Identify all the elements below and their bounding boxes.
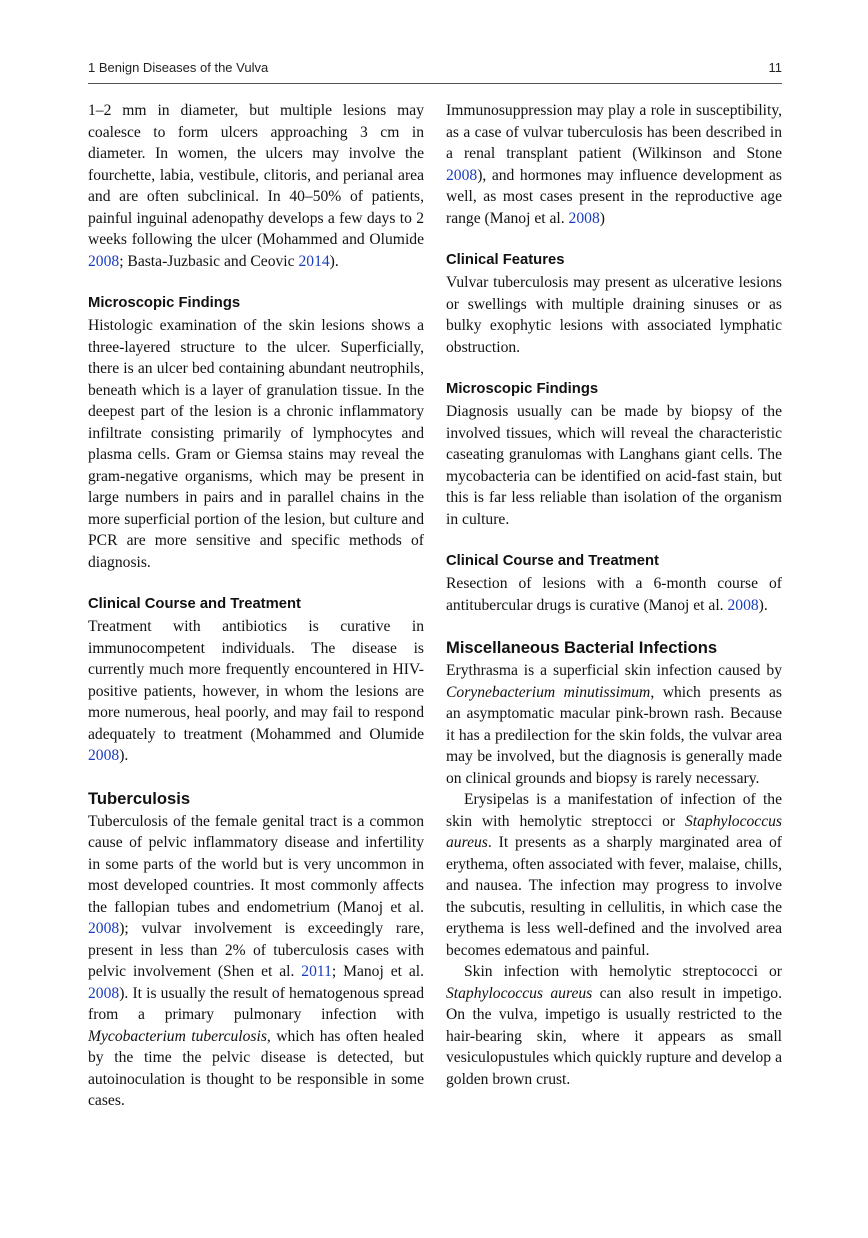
section-heading: Miscellaneous Bacterial Infections <box>446 638 718 657</box>
citation-link[interactable]: 2014 <box>298 252 330 270</box>
chapter-title: 1 Benign Diseases of the Vulva <box>88 60 269 75</box>
citation-link[interactable]: 2008 <box>88 747 120 764</box>
paragraph: Resection of lesions with a 6-month course of antitubercular drugs is curative (Manoj et al. 2008). <box>446 575 782 614</box>
paragraph: Tuberculosis of the female genital tract is a common cause of pelvic inflammatory disease and infertility in some parts of the world but is very uncommon in most developed countries. It most commonly affects the fallopian tubes and endometrium (Manoj et al. 2008); vulvar involvement is exceedingly rare, present in less than 2% of tuberculosis cases with pelvic involvement (Shen et al. 2011; Manoj et al. 2008). It is usually the result of hematogenous spread from a primary pulmonary infection with Mycobacterium tuberculosis, which has often healed by the time the pelvic disease is detected, but autoinoculation is thought to be responsible in some cases. <box>88 812 424 1109</box>
page-number: 11 <box>768 60 782 75</box>
paragraph: Erysipelas is a manifestation of infection of the skin with hemolytic streptocci or Staphylococcus aureus. It presents as a sharply marginated area of erythema, often associated with fever, malaise, chills, and nausea. The infection may progress to involve the subcutis, resulting in cellulitis, in which case the erythema is less well-defined and the involved area becomes edematous and painful. <box>446 791 782 959</box>
section-heading: Microscopic Findings <box>88 295 241 311</box>
section-heading: Clinical Course and Treatment <box>446 553 659 569</box>
citation-link[interactable]: 2008 <box>88 252 120 270</box>
paragraph: Skin infection with hemolytic streptococci or Staphylococcus aureus can also result in impetigo. On the vulva, impetigo is usually restricted to the hair-bearing skin, where it appears as small vesiculopustules which quickly rupture and develop a golden brown crust. <box>446 963 782 1088</box>
citation-link[interactable]: 2008 <box>446 166 478 184</box>
paragraph: Treatment with antibiotics is curative in immunocompetent individuals. The disease is currently much more frequently encountered in HIV-positive patients, however, in whom the lesions are more numerous, heal poorly, and may fail to respond adequately to treatment (Mohammed and Olumide 2008). <box>88 618 424 764</box>
paragraph: Histologic examination of the skin lesions shows a three-layered structure to the ulcer. Superficially, there is an ulcer bed containing abundant neutrophils, beneath which is a layer of granulation tissue. In the deepest part of the lesion is a chronic inflammatory infiltrate consisting primarily of lymphocytes and plasma cells. Gram or Giemsa stains may reveal the gram-negative organisms, which may be present in large numbers in pairs and in parallel chains in the more superficial portion of the lesion, but culture and PCR are more sensitive and specific methods of diagnosis. <box>88 317 424 571</box>
citation-link[interactable]: 2008 <box>568 209 600 227</box>
section-heading: Tuberculosis <box>88 788 191 808</box>
citation-link[interactable]: 2008 <box>727 596 759 614</box>
right-column <box>446 100 782 1090</box>
header-rule <box>88 83 782 84</box>
section-heading: Clinical Features <box>446 252 565 268</box>
section-heading: Microscopic Findings <box>446 381 599 397</box>
left-column <box>88 100 424 1112</box>
paragraph: 1–2 mm in diameter, but multiple lesions may coalesce to form ulcers approaching 3 cm in diameter. In women, the ulcers may involve the fourchette, labia, vestibule, clitoris, and perianal area and are often subclinical. In 40–50% of patients, painful inguinal adenopathy develops a few days to 2 weeks following the ulcer (Mohammed and Olumide 2008; Basta-Juzbasic and Ceovic 2014). <box>88 102 424 270</box>
section-heading: Clinical Course and Treatment <box>88 596 301 612</box>
running-head <box>88 60 782 78</box>
paragraph: Vulvar tuberculosis may present as ulcerative lesions or swellings with multiple draining sinuses or as bulky exophytic lesions with associated lymphatic obstruction. <box>446 274 782 356</box>
paragraph: Diagnosis usually can be made by biopsy of the involved tissues, which will reveal the characteristic caseating granulomas with Langhans giant cells. The mycobacteria can be identified on acid-fast stain, but this is far less reliable than isolation of the organism in culture. <box>446 403 782 528</box>
citation-link[interactable]: 2011 <box>301 963 332 980</box>
paragraph: Erythrasma is a superficial skin infection caused by Corynebacterium minutissimum, which presents as an asymptomatic macular pink-brown rash. Because it has a predilection for the skin folds, the vulvar area may be involved, but the diagnosis is generally made on clinical grounds and biopsy is rarely necessary. <box>446 662 782 787</box>
paragraph: Immunosuppression may play a role in susceptibility, as a case of vulvar tuberculosis has been described in a renal transplant patient (Wilkinson and Stone 2008), and hormones may influence development as well, as most cases present in the reproductive age range (Manoj et al. 2008) <box>446 102 782 227</box>
citation-link[interactable]: 2008 <box>88 920 120 937</box>
citation-link[interactable]: 2008 <box>88 984 120 1002</box>
